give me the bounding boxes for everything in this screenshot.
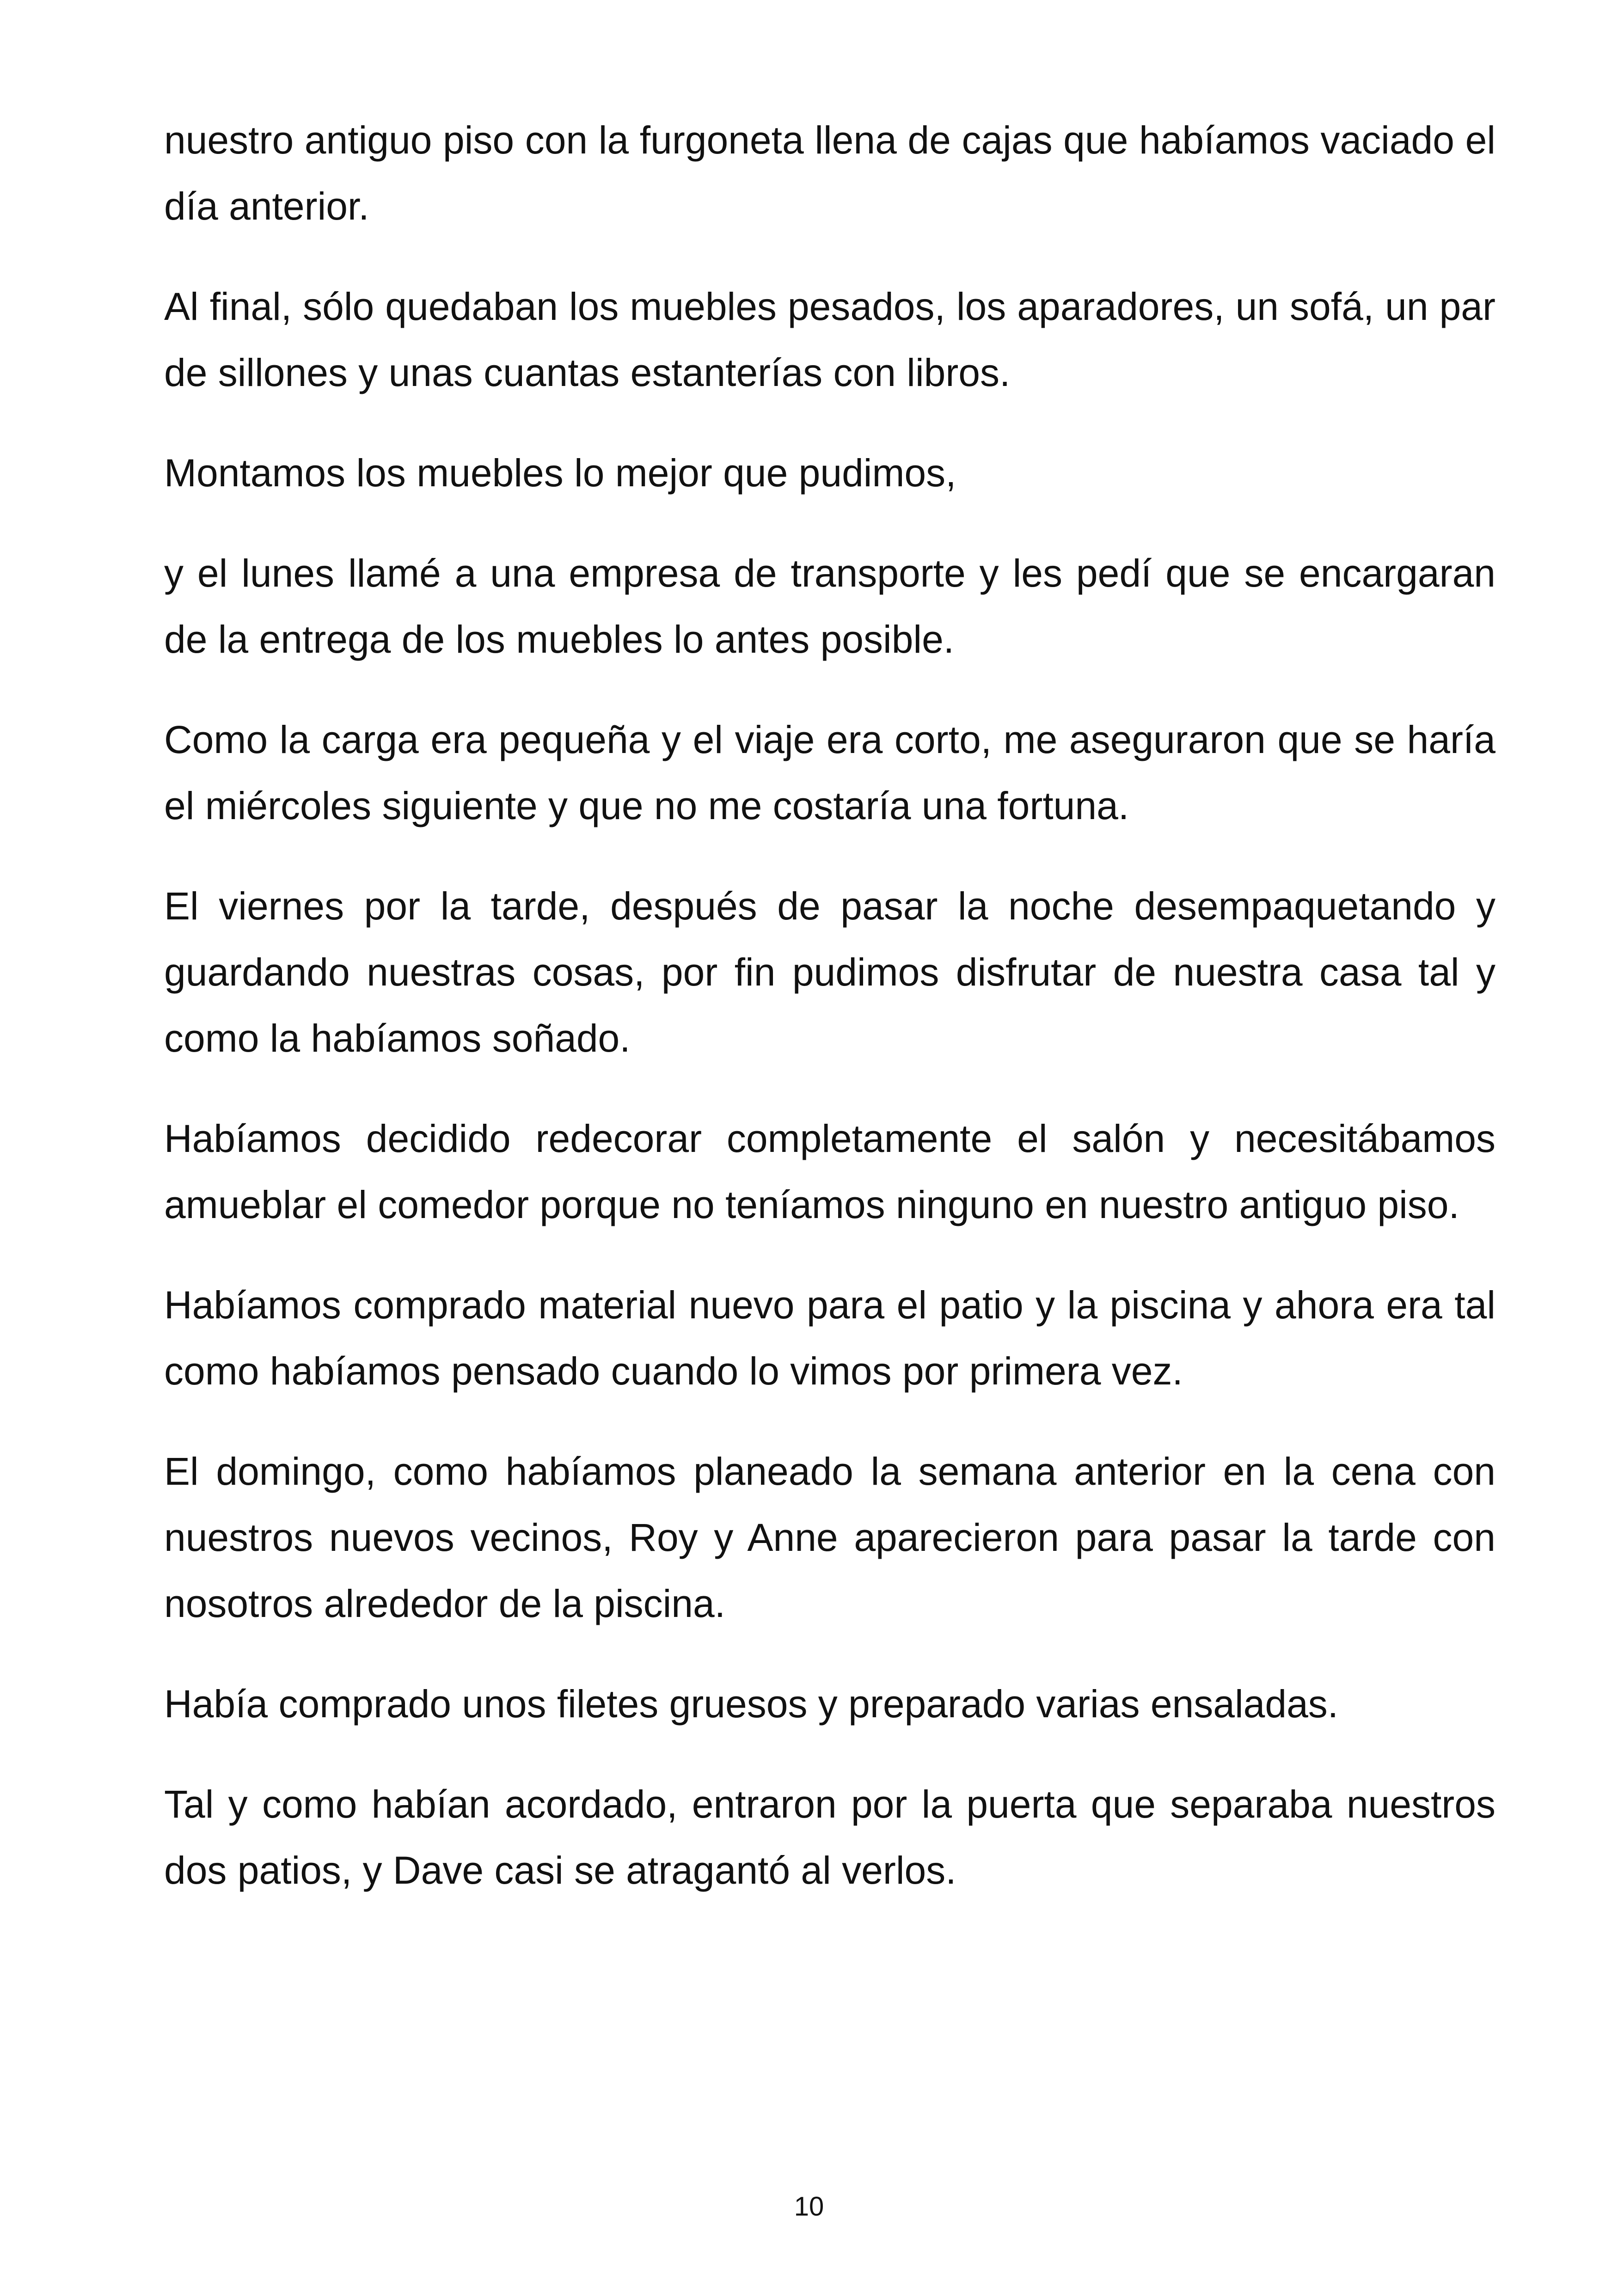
paragraph: y el lunes llamé a una empresa de transporte y les pedí que se encargaran de la entrega de los muebles lo antes posible. (164, 551, 1495, 661)
paragraph: Montamos los muebles lo mejor que pudimos, (164, 451, 956, 495)
paragraph: Tal y como habían acordado, entraron por la puerta que separaba nuestros dos patios, y Dave casi se atragantó al verlos. (164, 1782, 1495, 1892)
paragraph: Como la carga era pequeña y el viaje era corto, me aseguraron que se haría el miércoles siguiente y que no me costaría una fortuna. (164, 718, 1495, 827)
paragraph: nuestro antiguo piso con la furgoneta llena de cajas que habíamos vaciado el día anterior. (164, 118, 1495, 228)
paragraph: Al final, sólo quedaban los muebles pesados, los aparadores, un sofá, un par de sillones y unas cuantas estanterías con libros. (164, 285, 1495, 394)
paragraph: Había comprado unos filetes gruesos y preparado varias ensaladas. (164, 1682, 1339, 1726)
paragraph: Habíamos decidido redecorar completamente el salón y necesitábamos amueblar el comedor porque no teníamos ninguno en nuestro antiguo piso. (164, 1117, 1495, 1226)
page-number: 10 (794, 2192, 824, 2222)
paragraph: Habíamos comprado material nuevo para el patio y la piscina y ahora era tal como habíamos pensado cuando lo vimos por primera vez. (164, 1283, 1495, 1393)
paragraph: El domingo, como habíamos planeado la semana anterior en la cena con nuestros nuevos vecinos, Roy y Anne aparecieron para pasar la tarde con nosotros alrededor de la piscina. (164, 1450, 1495, 1625)
body-text (164, 107, 1495, 1938)
paragraph: El viernes por la tarde, después de pasar la noche desempaquetando y guardando nuestras cosas, por fin pudimos disfrutar de nuestra casa tal y como la habíamos soñado. (164, 884, 1495, 1060)
